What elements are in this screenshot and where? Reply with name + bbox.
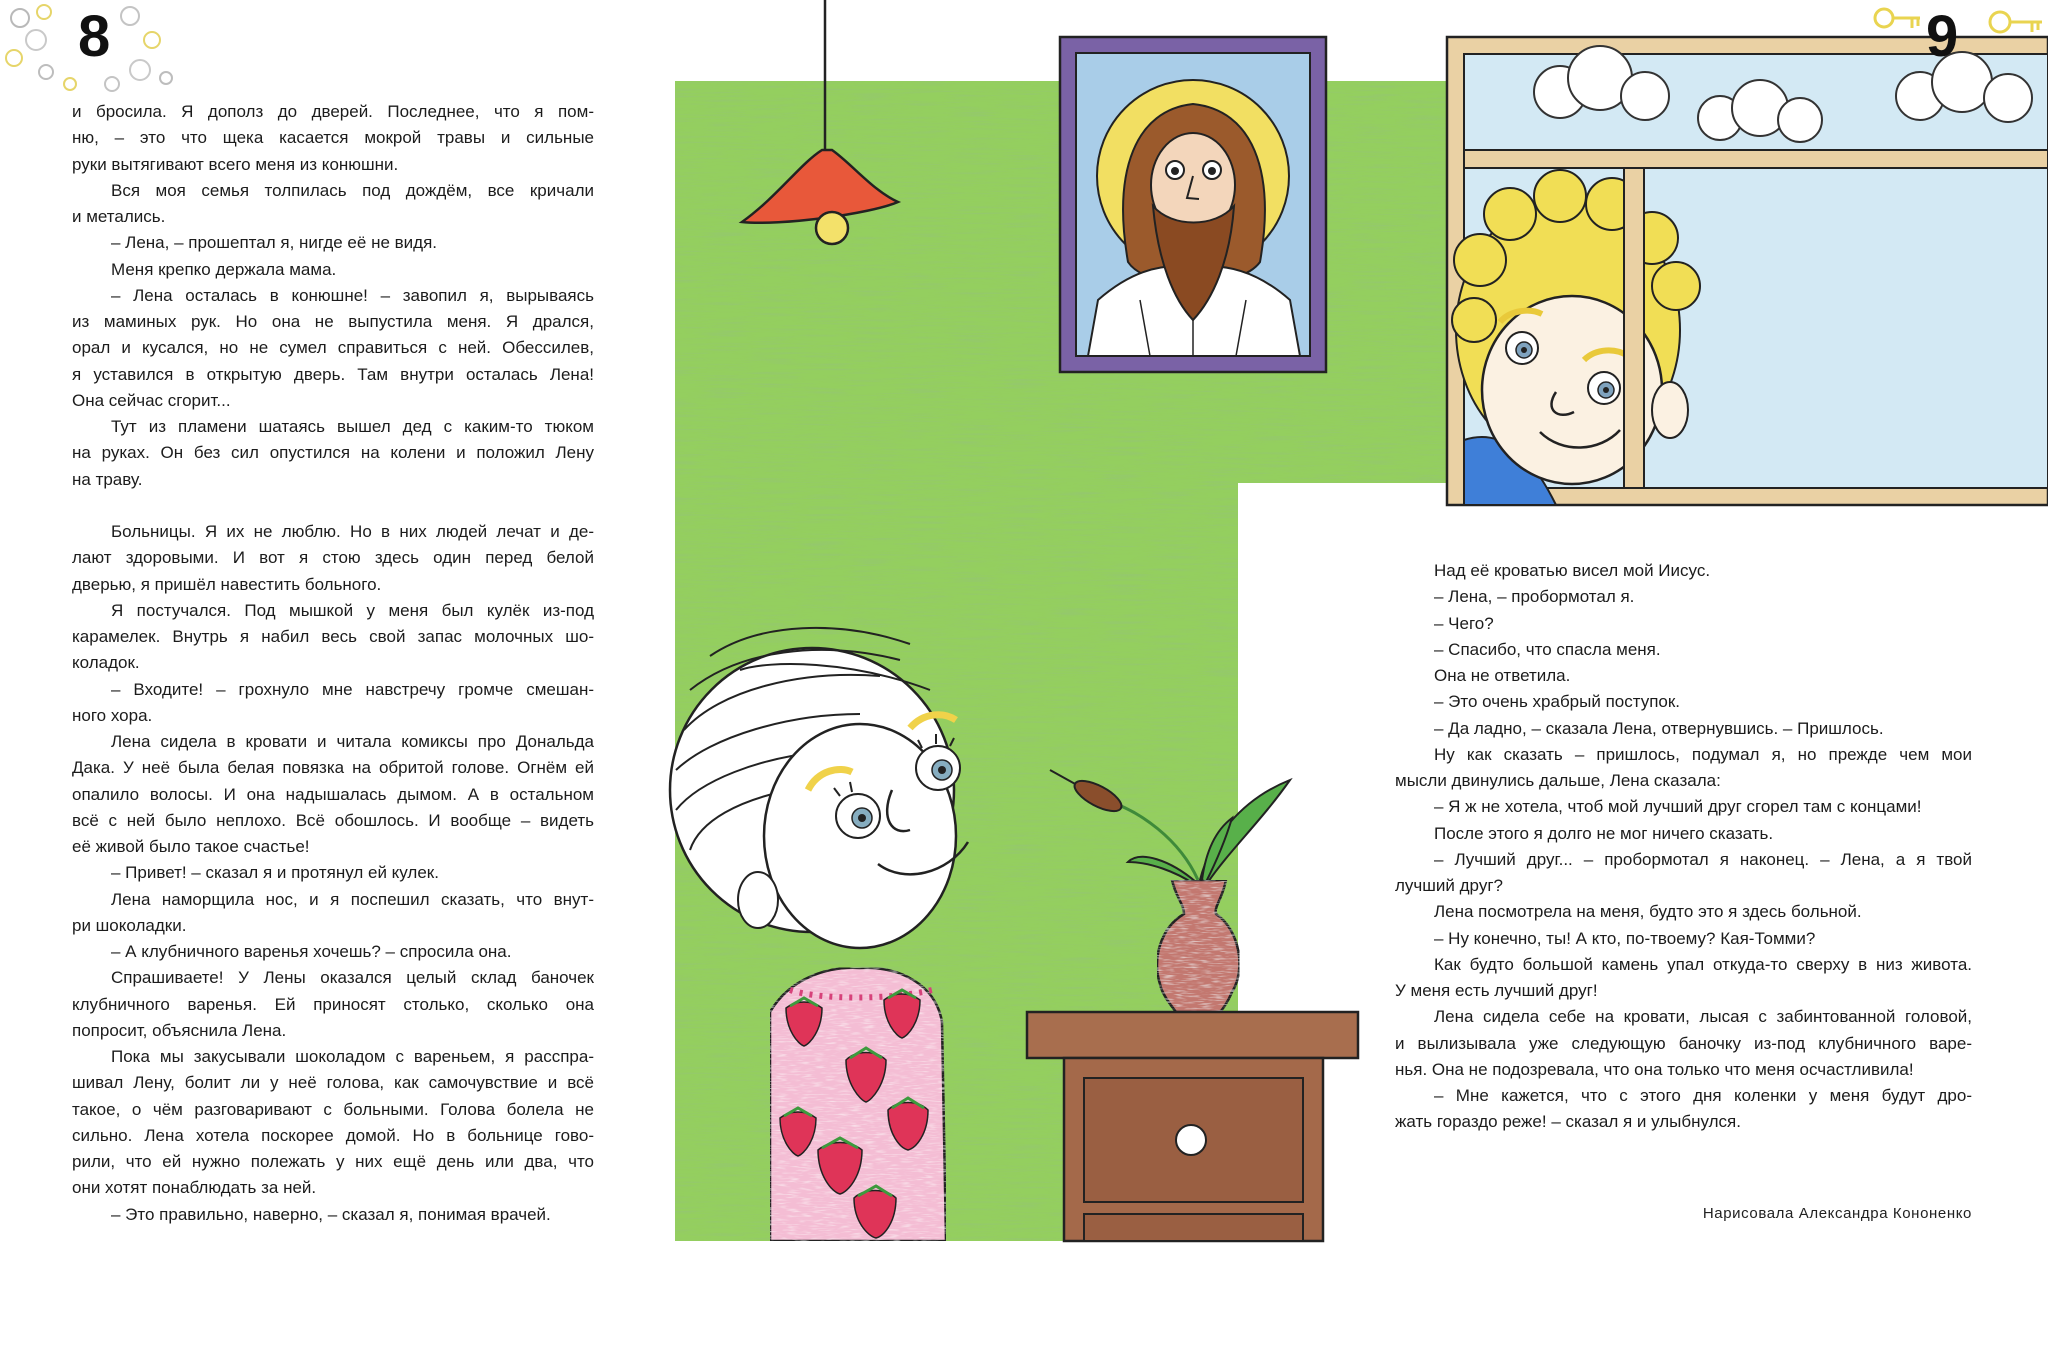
paragraph	[72, 887, 594, 940]
key-ring	[1990, 12, 2010, 32]
text-line: Тут из пламени шатаясь вышел дед с каким-то тюком	[111, 417, 594, 436]
paragraph	[1395, 926, 1972, 952]
text-line: на траву.	[72, 469, 143, 489]
text-line: всё с ней было неплохо. Всё обошлось. И вообще – видеть	[72, 810, 594, 830]
paragraph	[72, 230, 594, 256]
text-line: жать гораздо реже! – сказал я и улыбнулся.	[1395, 1112, 1741, 1132]
cloud-puff	[1778, 98, 1822, 142]
text-line: ню, – это что щека касается мокрой травы и сильные	[72, 128, 594, 148]
text-line: карамелек. Внутрь я набил весь свой запас молочных шо-	[72, 627, 594, 646]
text-line: – Лена, – пробормотал я.	[1434, 587, 1635, 607]
nightstand	[1027, 1012, 1358, 1241]
text-line: Лена сидела себе на кровати, лысая с забинтованной головой,	[1434, 1007, 1972, 1027]
text-line: её живой было такое счастье!	[72, 837, 310, 856]
pattern-dot	[11, 9, 29, 27]
paragraph	[1395, 637, 1972, 663]
pattern-dot	[39, 65, 53, 79]
text-line: и метались.	[72, 207, 166, 226]
text-line: ри шоколадки.	[72, 915, 187, 935]
hair-curl	[1652, 262, 1700, 310]
text-line: – Чего?	[1434, 613, 1494, 633]
text-line: сильно. Лена хотела поскорее домой. Но в больнице гово-	[72, 1125, 594, 1145]
paragraph	[72, 1044, 594, 1202]
text-line: опалило волосы. И она надышалась дымом. А в остальном	[72, 784, 594, 804]
text-line: – Ну конечно, ты! А кто, по-твоему? Кая-Томми?	[1434, 928, 1816, 948]
text-line: лают здоровыми. И вот я стою здесь один перед белой	[72, 548, 594, 568]
boy-ear	[1652, 382, 1688, 438]
window	[1447, 37, 2048, 505]
text-line: лучший друг?	[1395, 876, 1503, 895]
text-column-right	[1395, 558, 1972, 1136]
page-number-right: 9	[1926, 4, 1959, 69]
pattern-dot	[160, 72, 172, 84]
boy-pupil-right	[1603, 387, 1609, 393]
pattern-dot	[64, 78, 76, 90]
text-line: Она не ответила.	[1434, 666, 1571, 685]
light-bulb	[816, 212, 848, 244]
paragraph	[1395, 1004, 1972, 1083]
text-line: Ну как сказать – пришлось, подумал я, но прежде чем мои	[1434, 744, 1972, 764]
hair-curl	[1454, 234, 1506, 286]
text-line: орал и кусался, но не сумел справиться с ней. Обессилев,	[72, 338, 594, 358]
pattern-dot	[105, 77, 119, 91]
text-line: – Спасибо, что спасла меня.	[1434, 639, 1661, 659]
hair-curl	[1484, 188, 1536, 240]
text-line: руки вытягивают всего меня из конюшни.	[72, 154, 399, 174]
paragraph	[1395, 821, 1972, 847]
text-line: из маминых рук. Но она не выпустила меня. Я дрался,	[72, 312, 594, 331]
pattern-dot	[26, 30, 46, 50]
paragraph	[1395, 952, 1972, 1005]
paragraph	[1395, 1083, 1972, 1136]
paragraph	[1395, 584, 1972, 610]
icon-painting	[1060, 37, 1326, 372]
paragraph	[72, 598, 594, 677]
paragraph	[1395, 663, 1972, 689]
girl-pupil-right	[938, 766, 946, 774]
girl-ear	[738, 872, 778, 928]
illustrator-credit: Нарисовала Александра Кононенко	[1702, 1205, 1972, 1222]
pattern-dot	[6, 50, 22, 66]
pattern-dot	[130, 60, 150, 80]
paragraph	[72, 965, 594, 1044]
paragraph	[1395, 716, 1972, 742]
text-line: – Лена, – прошептал я, нигде её не видя.	[111, 233, 438, 253]
text-section	[72, 99, 594, 493]
text-line: они хотят понаблюдать за ней.	[72, 1178, 317, 1198]
paragraph	[72, 1202, 594, 1228]
paragraph	[72, 729, 594, 860]
text-line: шивал Лену, болит ли у неё голова, как самочувствие и всё	[72, 1073, 594, 1093]
paragraph	[1395, 794, 1972, 820]
text-line: – Да ладно, – сказала Лена, отвернувшись. – Пришлось.	[1434, 718, 1884, 738]
text-line: Лена сидела в кровати и читала комиксы про Дональда	[111, 732, 594, 751]
paragraph	[72, 99, 594, 178]
key-shape	[1893, 18, 1920, 28]
paragraph	[72, 677, 594, 730]
text-line: нья. Она не подозревала, что она только что меня осчастливила!	[1395, 1059, 1914, 1079]
text-line: клубничного варенья. Ей приносят столько, сколько она	[72, 994, 594, 1014]
text-line: После этого я долго не мог ничего сказать.	[1434, 823, 1774, 843]
text-line: Вся моя семья толпилась под дождём, все кричали	[111, 180, 594, 200]
text-line: – Входите! – грохнуло мне навстречу громче смешан-	[111, 679, 594, 699]
text-line: на руках. Он без сил опустился на колени и положил Лену	[72, 443, 594, 463]
text-line: коладок.	[72, 653, 140, 673]
text-line: ного хора.	[72, 705, 153, 725]
text-line: У меня есть лучший друг!	[1395, 981, 1598, 1000]
drawer-knob	[1176, 1125, 1206, 1155]
text-line: Она сейчас сгорит...	[72, 390, 231, 410]
pupil-left	[1171, 167, 1179, 175]
paragraph	[72, 414, 594, 493]
hair-curl	[1452, 298, 1496, 342]
text-line: Меня крепко держала мама.	[111, 259, 337, 279]
nightstand-top	[1027, 1012, 1358, 1058]
text-line: Лена посмотрела на меня, будто это я здесь больной.	[1434, 902, 1862, 922]
text-line: Я постучался. Под мышкой у меня был кулёк из-под	[111, 600, 594, 620]
text-line: – Это очень храбрый поступок.	[1434, 692, 1681, 712]
text-line: – Привет! – сказал я и протянул ей кулек.	[111, 863, 439, 883]
paragraph	[1395, 558, 1972, 584]
text-line: – Лена осталась в конюшне! – завопил я, вырываясь	[111, 285, 594, 305]
paragraph	[1395, 689, 1972, 715]
text-line: – Мне кажется, что с этого дня коленки у меня будут дро-	[1434, 1086, 1972, 1105]
text-line: – Это правильно, наверно, – сказал я, понимая врачей.	[111, 1204, 551, 1224]
text-line: и вылизывала уже следующую баночку из-под клубничного варе-	[1395, 1033, 1972, 1053]
paragraph	[72, 283, 594, 414]
cloud-puff	[1621, 72, 1669, 120]
paragraph	[72, 257, 594, 283]
text-line: и бросила. Я дополз до дверей. Последнее, что я пом-	[72, 102, 594, 121]
hair-curl	[1534, 170, 1586, 222]
text-line: Над её кроватью висел мой Иисус.	[1434, 561, 1711, 580]
text-line: – Я ж не хотела, чтоб мой лучший друг сгорел там с концами!	[1434, 797, 1922, 817]
window-mullion	[1624, 168, 1644, 488]
paragraph	[1395, 742, 1972, 795]
text-line: Больницы. Я их не люблю. Но в них людей лечат и де-	[111, 522, 594, 541]
window-crossbar	[1464, 150, 2048, 168]
key-ring	[1875, 9, 1893, 27]
text-line: дверью, я пришёл навестить больного.	[72, 574, 382, 594]
pattern-dot	[121, 7, 139, 25]
text-line: – Лучший друг... – пробормотал я наконец. – Лена, а я твой	[1434, 849, 1972, 869]
paragraph	[72, 178, 594, 231]
paragraph	[72, 860, 594, 886]
paragraph	[1395, 899, 1972, 925]
text-section	[1395, 558, 1972, 1136]
text-line: мысли двинулись дальше, Лена сказала:	[1395, 771, 1721, 790]
paragraph	[1395, 847, 1972, 900]
text-line: Дака. У неё была белая повязка на обритой голове. Огнём ей	[72, 758, 594, 778]
pattern-dot	[37, 5, 51, 19]
paragraph	[72, 939, 594, 965]
text-line: я уставился в открытую дверь. Там внутри осталась Лена!	[72, 364, 594, 384]
text-line: попросит, объяснила Лена.	[72, 1020, 287, 1040]
text-line: – А клубничного варенья хочешь? – спросила она.	[111, 942, 512, 961]
pupil-right	[1208, 167, 1216, 175]
text-line: Пока мы закусывали шоколадом с вареньем, я расспра-	[111, 1047, 594, 1066]
pattern-dot	[144, 32, 160, 48]
text-section	[72, 519, 594, 1228]
text-line: Лена наморщила нос, и я поспешил сказать, что внут-	[111, 889, 594, 909]
boy-pupil-left	[1521, 347, 1527, 353]
text-line: Спрашиваете! У Лены оказался целый склад баночек	[111, 968, 594, 988]
cloud-puff	[1984, 74, 2032, 122]
text-line: рили, что ей нужно полежать у них ещё день или два, что	[72, 1152, 594, 1171]
key-shape	[2010, 22, 2042, 32]
page-number-left: 8	[78, 4, 111, 69]
drawer-lower	[1084, 1214, 1303, 1241]
text-line: Как будто большой камень упал откуда-то сверху в низ живота.	[1434, 954, 1972, 974]
girl-pupil-left	[858, 814, 866, 822]
paragraph	[1395, 611, 1972, 637]
paragraph	[72, 519, 594, 598]
text-column-left	[72, 99, 594, 1228]
text-line: такое, о чём разговаривают с больными. Голова болела не	[72, 1099, 594, 1119]
